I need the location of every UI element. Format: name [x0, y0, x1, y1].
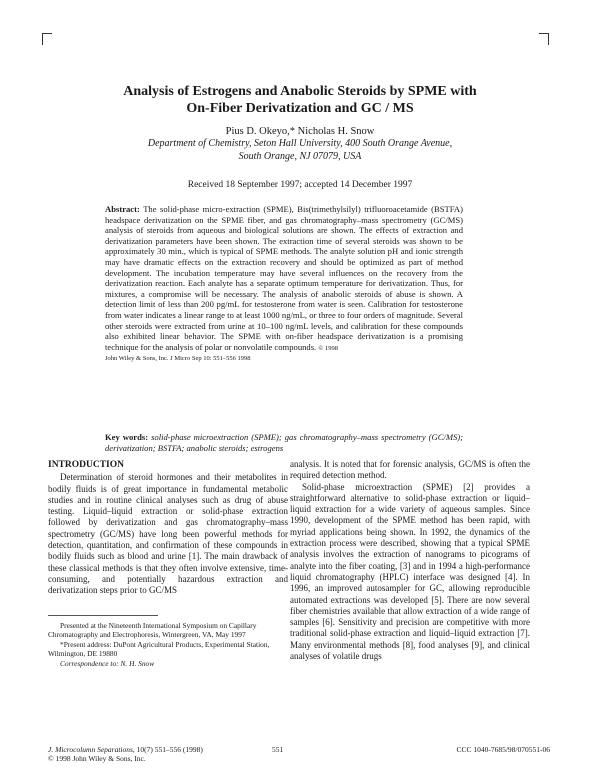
footnotes — [48, 621, 288, 668]
affiliation-line-1: Department of Chemistry, Seton Hall University, 400 South Orange Avenue, — [147, 138, 453, 149]
affiliation-line-2: South Orange, NJ 07079, USA — [238, 150, 362, 162]
footnote-present-address: *Present address: DuPont Agricultural Products, Experimental Station, Wilmington, DE 19880 — [48, 639, 270, 659]
keywords-label: Key words: — [105, 432, 149, 442]
footer-volume: 10(7) 551–556 (1998) — [134, 745, 203, 754]
footnote-symposium: Presented at the Nineteenth International Symposium on Capillary Chromatography and Electrophoresis, Wintergreen, VA, May 1997 — [48, 621, 257, 640]
crop-mark-top-right-v — [548, 33, 549, 45]
footer-journal: J. Microcolumn Separations, — [48, 745, 135, 754]
abstract-label: Abstract: — [105, 204, 140, 214]
keywords — [105, 432, 463, 453]
abstract-copyright-symbol: © 1998 — [318, 344, 338, 352]
footer-citation — [48, 745, 203, 763]
intro-paragraph-1: Determination of steroid hormones and their metabolites in bodily fluids is of great importance in fundamental metabolic studies and in routine clinical analyses such as drug of abuse testing. Liquid–liquid extraction or solid-phase extraction followed by derivatization and gas chromatography–mass spectrometry (GC/MS) have long been powerful methods for detection, quantitation, and confirmation of these compounds in bodily fluids such as blood and urine [1]. The main drawback of these classical methods is that they often involve extensive, time-consuming, and potentially hazardous extraction and derivatization steps prior to GC/MS — [48, 472, 288, 596]
footnote-rule — [48, 615, 158, 616]
title-line-2: On-Fiber Derivatization and GC / MS — [186, 101, 414, 116]
section-heading: INTRODUCTION — [48, 460, 125, 470]
ccc-code: CCC 1040-7685/98/070551-06 — [456, 745, 550, 754]
keywords-text: solid-phase microextraction (SPME); gas chromatography–mass spectrometry (GC/MS); derivatization; BSTFA; anabolic steroids; estrogens — [105, 432, 464, 453]
abstract-copyright-line: John Wiley & Sons, Inc. J Micro Sep 10: 551–556 1998 — [105, 355, 251, 363]
abstract — [105, 204, 463, 365]
authors: Pius D. Okeyo,* Nicholas H. Snow — [225, 126, 375, 137]
footnote-correspondence: Correspondence to: N. H. Snow — [60, 658, 155, 668]
body-column-right — [290, 459, 530, 662]
body-column-left — [48, 460, 288, 597]
intro-paragraph-continued: analysis. It is noted that for forensic analysis, GC/MS is often the required detection method. — [290, 459, 530, 481]
intro-paragraph-2: Solid-phase microextraction (SPME) [2] provides a straightforward alternative to solid-phase extraction or liquid–liquid extraction for a wide variety of aqueous samples. Since 1990, development of the SPME method has been rapid, with myriad applications being shown. In 1992, the dynamics of the extraction process were described, showing that a typical SPME analysis involves the extraction of nanograms to picograms of analyte into the fiber coating, [3] and in 1994 a high-performance liquid chromatography (HPLC) interface was designed [4]. In 1996, an improved autosampler for GC, allowing reproducible automated extractions was developed [5]. There are now several fiber chemistries available that allow extraction of a wide range of samples [6]. Sensitivity and precision are competitive with more traditional solid-phase extraction and liquid–liquid extraction [7]. Many environmental methods [8], food analyses [9], and clinical analyses of volatile drugs — [290, 481, 530, 662]
crop-mark-top-left-v — [42, 33, 43, 45]
affiliation — [60, 138, 540, 163]
abstract-text: The solid-phase micro-extraction (SPME), Bis(trimethylsilyl) trifluoroacetamide (BSTFA) headspace derivatization on the SPME fiber, and gas chromatography–mass spectrometry (GC/MS) analysis of steroids from aqueous and biological solutions are shown. The effects of extraction and derivatization parameters have been shown. The extraction time of several steroids was shown to be approximately 30 min., which is typical of SPME methods. The analyte solution pH and ionic strength may have dramatic effects on the extraction recovery and should be optimized as part of method development. The incubation temperature may have several influences on the recovery from the derivatization reaction. Each analyte has a separate optimum temperature for derivatization. Thus, for mixtures, a compromise will be necessary. The analysis of anabolic steroids of abuse is shown. A detection limit of less than 200 pg/mL for testosterone from water is seen. Calibration for testosterone from water indicates a linear range to at least 1000 ng/mL, or three to four orders of magnitude. Several other steroids were extracted from urine at 10–100 ng/mL levels, and calibration for these compounds also exhibited linear behavior. The SPME with on-fiber headspace derivatization is a promising technique for the analysis of polar or nonvolatile compounds. — [105, 204, 463, 352]
title-line-1: Analysis of Estrogens and Anabolic Steroids by SPME with — [123, 84, 477, 99]
article-title — [60, 83, 540, 117]
crop-mark-top-left-h — [42, 33, 52, 34]
page-number: 551 — [272, 745, 284, 754]
footer-copyright: © 1998 John Wiley & Sons, Inc. — [48, 754, 146, 763]
received-dates: Received 18 September 1997; accepted 14 December 1997 — [187, 180, 413, 190]
